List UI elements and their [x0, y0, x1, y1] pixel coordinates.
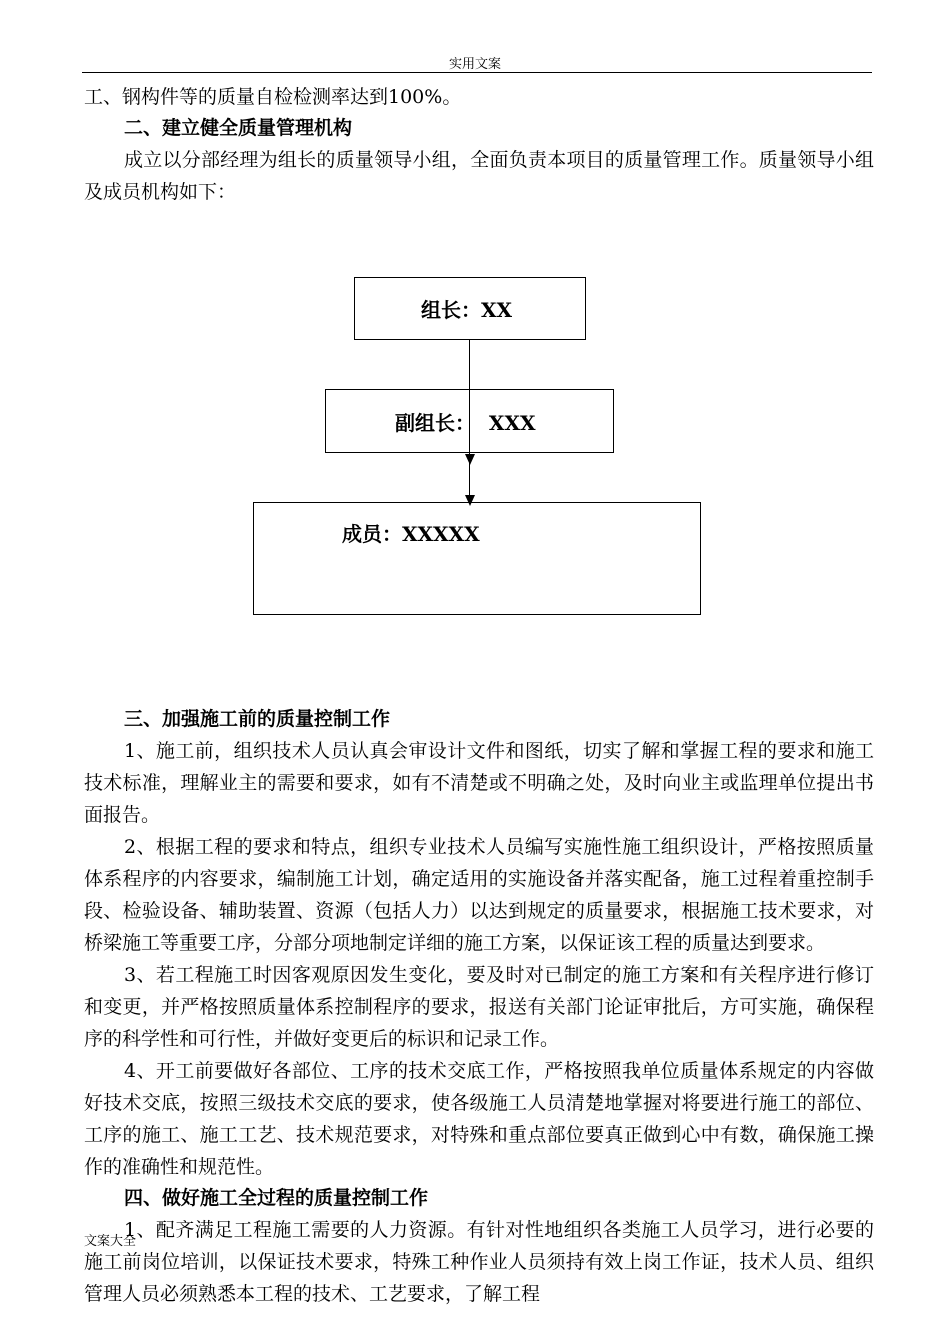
paragraph: 1、配齐满足工程施工需要的人力资源。有针对性地组织各类施工人员学习，进行必要的施工前岗位培训，以保证技术要求，特殊工种作业人员须持有效上岗工作证，技术人员、组织管理人员必须熟悉本工程的技术、工艺要求，了解工程 [84, 1219, 874, 1305]
org-box-members [253, 502, 701, 615]
continued-line: 工、钢构件等的质量自检检测率达到100%。 [84, 86, 462, 108]
paragraph: 2、根据工程的要求和特点，组织专业技术人员编写实施性施工组织设计，严格按照质量体系程序的内容要求，编制施工计划，确定适用的实施设备并落实配备，施工过程着重控制手段、检验设备、辅助装置、资源（包括人力）以达到规定的质量要求，根据施工技术要求，对桥梁施工等重要工序，分部分项地制定详细的施工方案，以保证该工程的质量达到要求。 [84, 836, 874, 954]
org-label-members: 成员：XXXXX [342, 522, 480, 546]
page-header: 实用文案 [448, 57, 501, 72]
arrow-head [465, 454, 475, 465]
section-heading-3: 三、加强施工前的质量控制工作 [124, 708, 391, 730]
section-heading-4: 四、做好施工全过程的质量控制工作 [124, 1187, 429, 1209]
document-body [84, 82, 874, 1310]
org-box-deputy [325, 389, 614, 453]
page-footer: 文案大全 [84, 1234, 137, 1249]
paragraph: 3、若工程施工时因客观原因发生变化，要及时对已制定的施工方案和有关程序进行修订和变更，并严格按照质量体系控制程序的要求，报送有关部门论证审批后，方可实施，确保程序的科学性和可行性，并做好变更后的标识和记录工作。 [84, 964, 874, 1050]
section-heading-2: 二、建立健全质量管理机构 [124, 117, 353, 139]
arrow-connector [469, 453, 470, 496]
paragraph: 1、施工前，组织技术人员认真会审设计文件和图纸，切实了解和掌握工程的要求和施工技术标准，理解业主的需要和要求，如有不清楚或不明确之处，及时向业主或监理单位提出书面报告。 [84, 740, 874, 826]
header-rule [82, 72, 872, 73]
paragraph: 4、开工前要做好各部位、工序的技术交底工作，严格按照我单位质量体系规定的内容做好技术交底，按照三级技术交底的要求，使各级施工人员清楚地掌握对将要进行施工的部位、工序的施工、施工工艺、技术规范要求，对特殊和重点部位要真正做到心中有数，确保施工操作的准确性和规范性。 [84, 1060, 874, 1178]
org-box-leader [354, 277, 586, 340]
org-label-deputy: 副组长： XXX [395, 411, 536, 435]
paragraph: 成立以分部经理为组长的质量领导小组，全面负责本项目的质量管理工作。质量领导小组及成员机构如下： [84, 149, 874, 203]
org-chart [84, 208, 874, 598]
org-label-leader: 组长：XX [421, 298, 513, 322]
